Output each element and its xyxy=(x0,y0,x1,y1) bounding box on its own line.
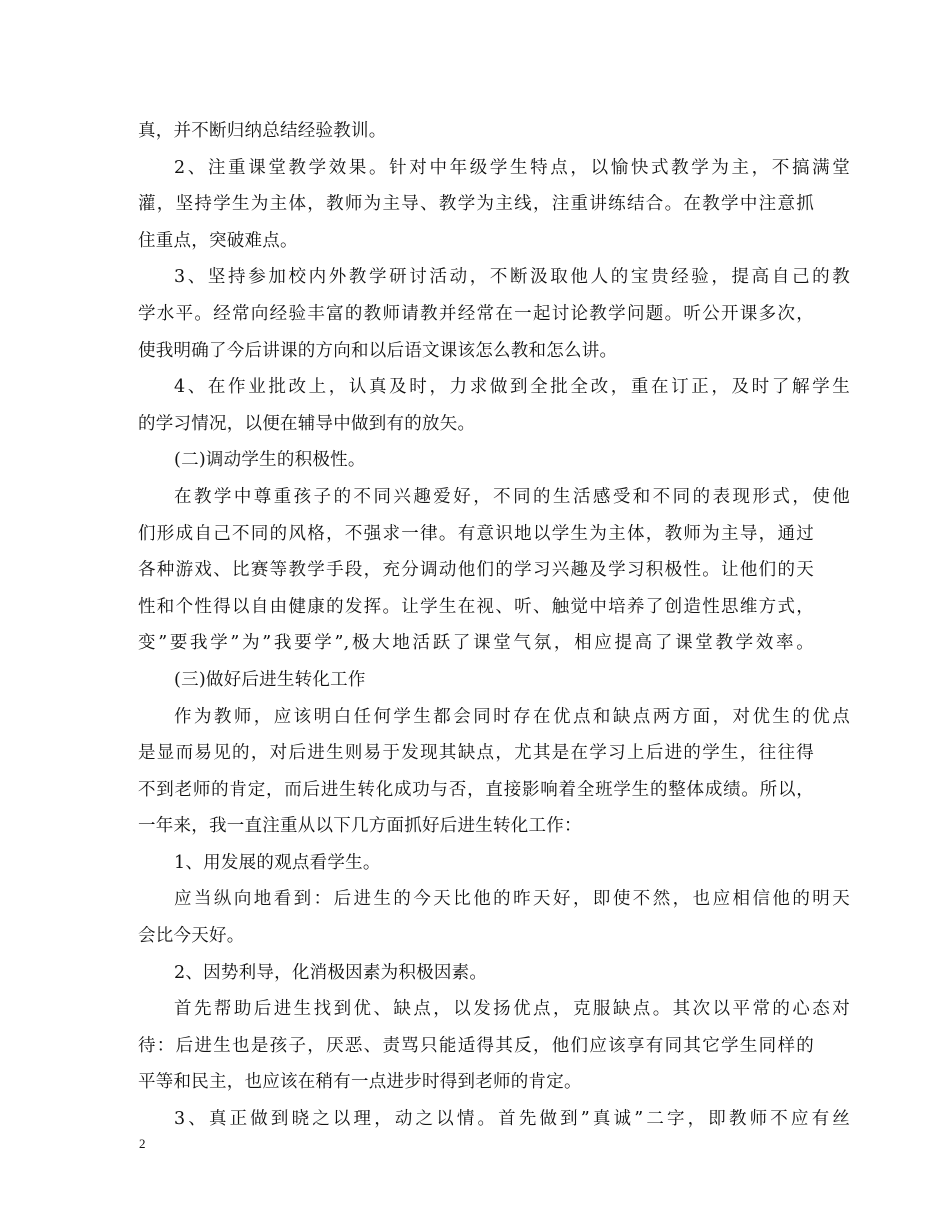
text-line: 会比今天好。 xyxy=(138,926,245,947)
text-line: 一年来，我一直注重从以下几方面抓好后进生转化工作： xyxy=(138,816,582,837)
text-line: 们形成自己不同的风格，不强求一律。有意识地以学生为主体，教师为主导，通过 xyxy=(138,523,814,544)
section-heading: (三)做好后进生转化工作 xyxy=(174,669,366,690)
section-heading: (二)调动学生的积极性。 xyxy=(174,450,366,471)
text-line: 1、用发展的观点看学生。 xyxy=(174,852,381,873)
text-line: 待：后进生也是孩子，厌恶、责骂只能适得其反，他们应该享有同其它学生同样的 xyxy=(138,1035,814,1056)
text-line: 首先帮助后进生找到优、缺点，以发扬优点，克服缺点。其次以平常的心态对 xyxy=(174,999,850,1020)
text-line: 平等和民主，也应该在稍有一点进步时得到老师的肯定。 xyxy=(138,1072,582,1093)
text-line: 性和个性得以自由健康的发挥。让学生在视、听、触觉中培养了创造性思维方式， xyxy=(138,596,814,617)
text-line: 变”要我学”为”我要学”,极大地活跃了课堂气氛，相应提高了课堂教学效率。 xyxy=(138,633,814,654)
text-line: 各种游戏、比赛等教学手段，充分调动他们的学习兴趣及学习积极性。让他们的天 xyxy=(138,560,814,581)
text-line: 在教学中尊重孩子的不同兴趣爱好，不同的生活感受和不同的表现形式，使他 xyxy=(174,486,850,507)
text-line: 2、注重课堂教学效果。针对中年级学生特点，以愉快式教学为主，不搞满堂 xyxy=(174,157,850,178)
text-line: 作为教师，应该明白任何学生都会同时存在优点和缺点两方面，对优生的优点 xyxy=(174,706,850,727)
text-line: 3、坚持参加校内外教学研讨活动，不断汲取他人的宝贵经验，提高自己的教 xyxy=(174,267,850,288)
text-line: 2、因势利导，化消极因素为积极因素。 xyxy=(174,962,488,983)
text-line: 真，并不断归纳总结经验教训。 xyxy=(138,121,387,141)
body-text xyxy=(138,113,850,1138)
text-line: 使我明确了今后讲课的方向和以后语文课该怎么教和怎么讲。 xyxy=(138,340,618,361)
page-number: 2 xyxy=(139,1136,146,1151)
text-line: 不到老师的肯定，而后进生转化成功与否，直接影响着全班学生的整体成绩。所以， xyxy=(138,779,814,800)
text-line: 应当纵向地看到：后进生的今天比他的昨天好，即使不然，也应相信他的明天 xyxy=(174,889,850,910)
text-line: 4、在作业批改上，认真及时，力求做到全批全改，重在订正，及时了解学生 xyxy=(174,377,850,398)
text-line: 是显而易见的，对后进生则易于发现其缺点，尤其是在学习上后进的学生，往往得 xyxy=(138,743,814,764)
text-line: 住重点，突破难点。 xyxy=(138,230,298,251)
text-line: 3、真正做到晓之以理，动之以情。首先做到”真诚”二字，即教师不应有丝 xyxy=(174,1109,850,1130)
text-line: 灌，坚持学生为主体，教师为主导、教学为主线，注重讲练结合。在教学中注意抓 xyxy=(138,194,814,215)
text-line: 学水平。经常向经验丰富的教师请教并经常在一起讨论教学问题。听公开课多次， xyxy=(138,303,814,324)
text-line: 的学习情况，以便在辅导中做到有的放矢。 xyxy=(138,413,476,434)
